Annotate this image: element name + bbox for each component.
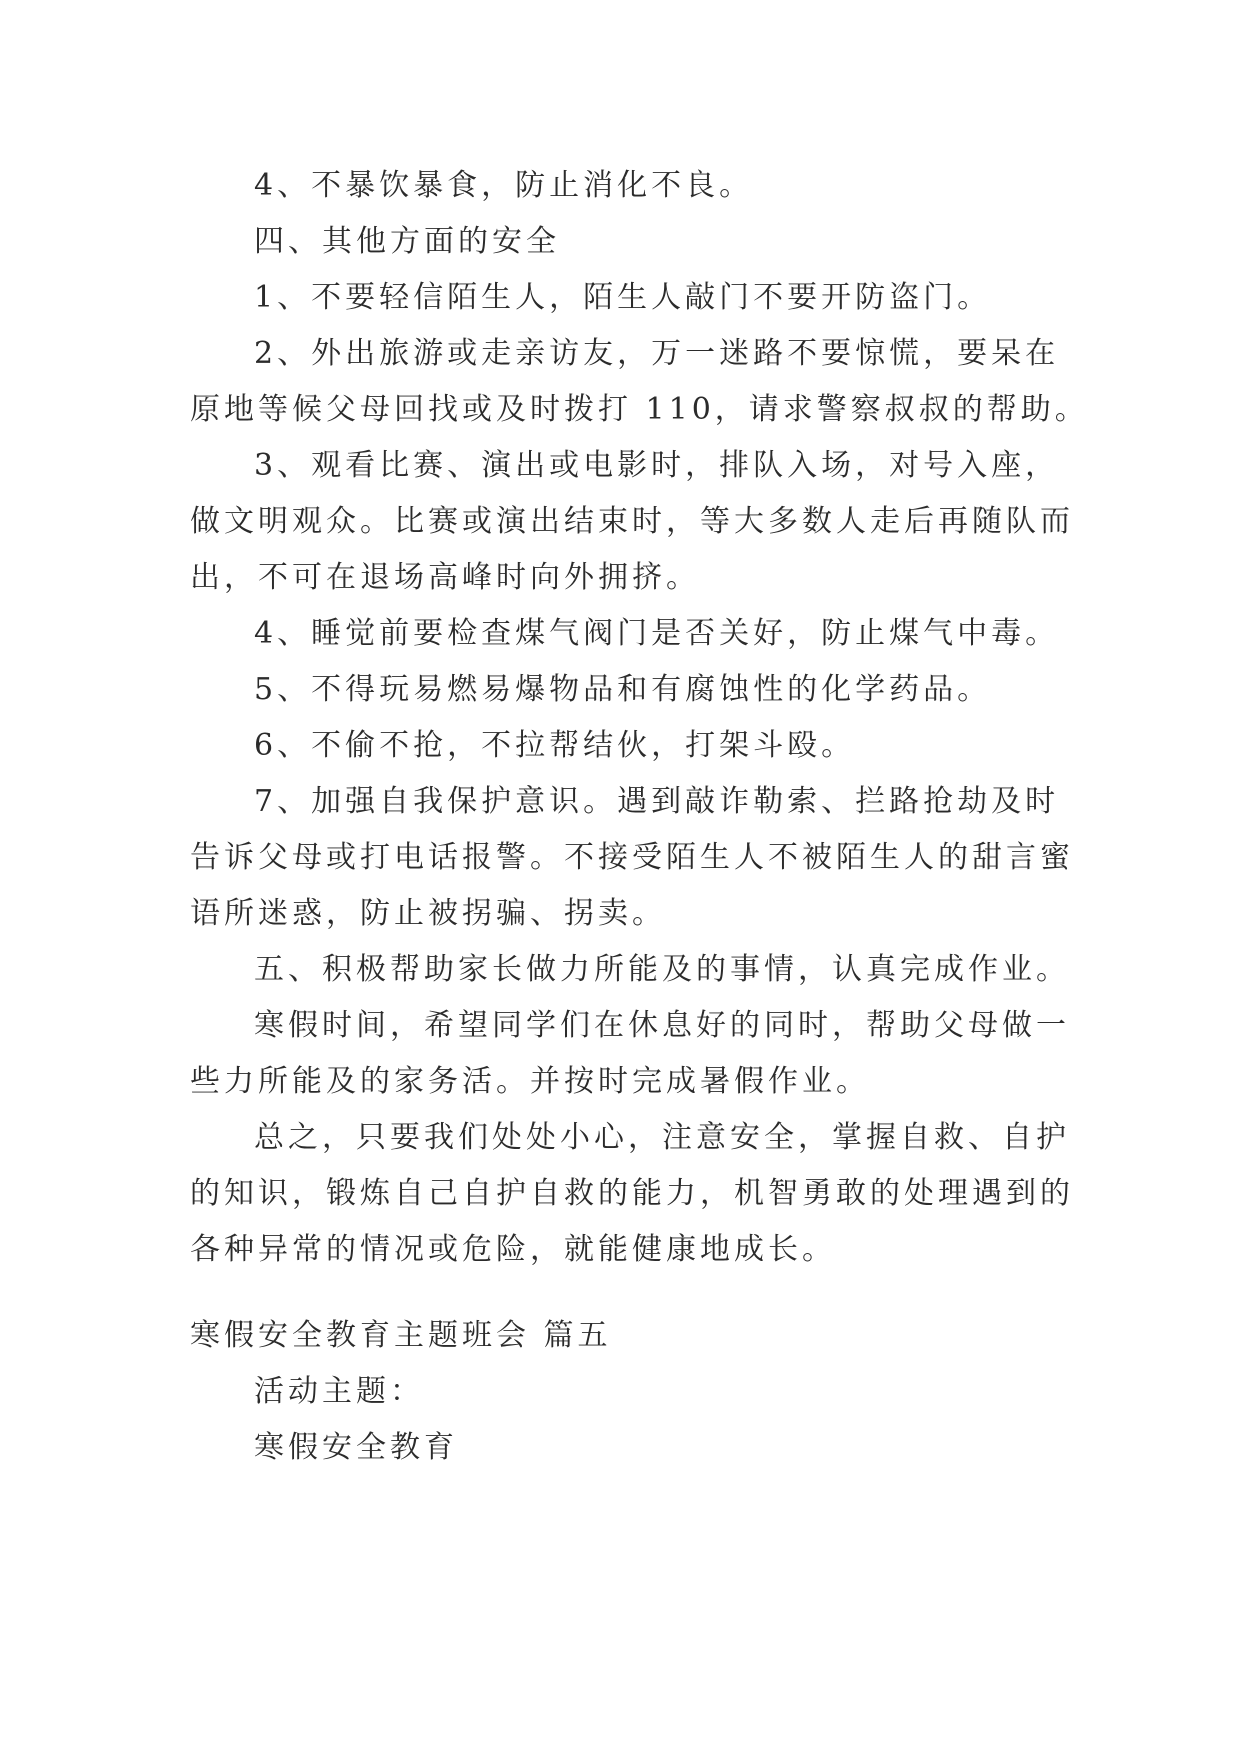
section-heading: 五、积极帮助家长做力所能及的事情，认真完成作业。 (254, 952, 1070, 987)
paragraph-line: 各种异常的情况或危险，就能健康地成长。 (190, 1232, 836, 1267)
paragraph-line: 总之，只要我们处处小心，注意安全，掌握自救、自护 (254, 1120, 1070, 1155)
paragraph-line: 做文明观众。比赛或演出结束时，等大多数人走后再随队而 (190, 504, 1074, 539)
paragraph-line: 些力所能及的家务活。并按时完成暑假作业。 (190, 1064, 870, 1099)
paragraph-line: 5、不得玩易燃易爆物品和有腐蚀性的化学药品。 (254, 672, 992, 707)
paragraph-line: 出，不可在退场高峰时向外拥挤。 (190, 560, 700, 595)
paragraph-line: 语所迷惑，防止被拐骗、拐卖。 (190, 896, 666, 931)
paragraph-line: 6、不偷不抢，不拉帮结伙，打架斗殴。 (254, 728, 856, 763)
section-heading: 四、其他方面的安全 (254, 224, 560, 259)
paragraph-line: 1、不要轻信陌生人，陌生人敲门不要开防盗门。 (254, 280, 992, 315)
paragraph-line: 4、睡觉前要检查煤气阀门是否关好，防止煤气中毒。 (254, 616, 1060, 651)
paragraph-line: 2、外出旅游或走亲访友，万一迷路不要惊慌，要呆在 (254, 336, 1060, 371)
paragraph-line: 原地等候父母回找或及时拨打 110，请求警察叔叔的帮助。 (190, 392, 1089, 427)
paragraph-line: 寒假时间，希望同学们在休息好的同时，帮助父母做一 (254, 1008, 1070, 1043)
paragraph-line: 7、加强自我保护意识。遇到敲诈勒索、拦路抢劫及时 (254, 784, 1060, 819)
paragraph-line: 3、观看比赛、演出或电影时，排队入场，对号入座， (254, 448, 1060, 483)
paragraph-line: 的知识，锻炼自己自护自救的能力，机智勇敢的处理遇到的 (190, 1176, 1074, 1211)
paragraph-line: 活动主题： (254, 1374, 424, 1409)
paragraph-line: 告诉父母或打电话报警。不接受陌生人不被陌生人的甜言蜜 (190, 840, 1074, 875)
paragraph-line: 4、不暴饮暴食，防止消化不良。 (254, 168, 754, 203)
document-title: 寒假安全教育主题班会 篇五 (190, 1318, 612, 1353)
paragraph-line: 寒假安全教育 (254, 1430, 458, 1465)
